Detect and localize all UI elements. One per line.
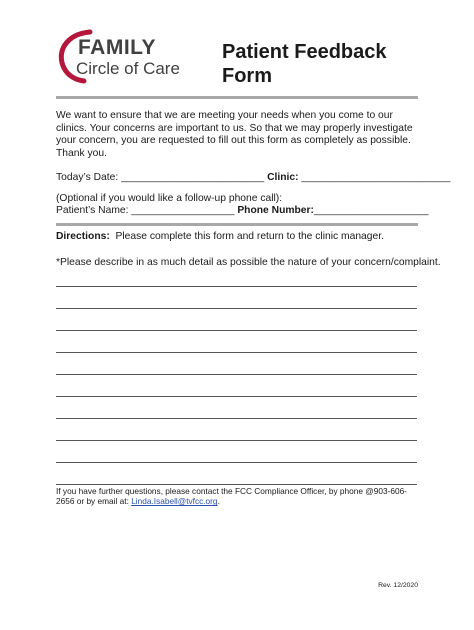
logo-family-text: FAMILY [78, 36, 157, 59]
logo-circle-of-care-text: Circle of Care [76, 59, 180, 78]
concern-line[interactable] [56, 396, 417, 397]
patient-name-blank[interactable]: __________________ [128, 205, 238, 216]
clinic-blank[interactable]: __________________________ [298, 172, 451, 183]
footnote-end: . [217, 496, 220, 507]
date-clinic-row [56, 172, 450, 183]
concern-line[interactable] [56, 286, 417, 287]
concern-line[interactable] [56, 308, 417, 309]
title-line-2: Form [222, 65, 272, 87]
optional-note: (Optional if you would like a follow-up phone call): [56, 193, 283, 204]
page-title [222, 40, 422, 88]
directions-label: Directions: [56, 231, 110, 242]
header-divider [56, 96, 418, 99]
directions-text: Please complete this form and return to the clinic manager. [109, 231, 384, 242]
revision-date: Rev. 12/2020 [378, 582, 418, 589]
directions-row [56, 231, 384, 242]
concern-line[interactable] [56, 352, 417, 353]
concern-line[interactable] [56, 462, 417, 463]
footnote-text: If you have further questions, please contact the FCC Compliance Officer, by phone @903-606-2656 or by email at: [56, 486, 407, 507]
phone-number-label: Phone Number: [237, 205, 314, 216]
name-phone-row [56, 205, 429, 216]
date-label: Today’s Date: [56, 172, 119, 183]
fields-divider [56, 223, 418, 226]
patient-name-label: Patient’s Name: [56, 205, 129, 216]
concern-line[interactable] [56, 374, 417, 375]
concern-line[interactable] [56, 418, 417, 419]
concern-line[interactable] [56, 440, 417, 441]
clinic-label: Clinic: [267, 172, 299, 183]
title-line-1: Patient Feedback [222, 41, 387, 63]
compliance-email-link[interactable]: Linda.Isabell@tvfcc.org [131, 496, 218, 507]
contact-footnote [56, 486, 418, 507]
phone-number-blank[interactable]: ____________________ [313, 205, 429, 216]
intro-paragraph: We want to ensure that we are meeting your needs when you come to our clinics. Your concerns are important to us. So that we may properly investigate your concern, you are requested to fill out this form as completely as possible. Thank you. [56, 110, 413, 159]
date-blank[interactable]: _________________________ [118, 172, 268, 183]
concern-line[interactable] [56, 330, 417, 331]
describe-prompt: *Please describe in as much detail as possible the nature of your concern/complaint. [56, 257, 441, 268]
family-circle-of-care-logo [56, 28, 180, 86]
concern-line[interactable] [56, 484, 417, 485]
